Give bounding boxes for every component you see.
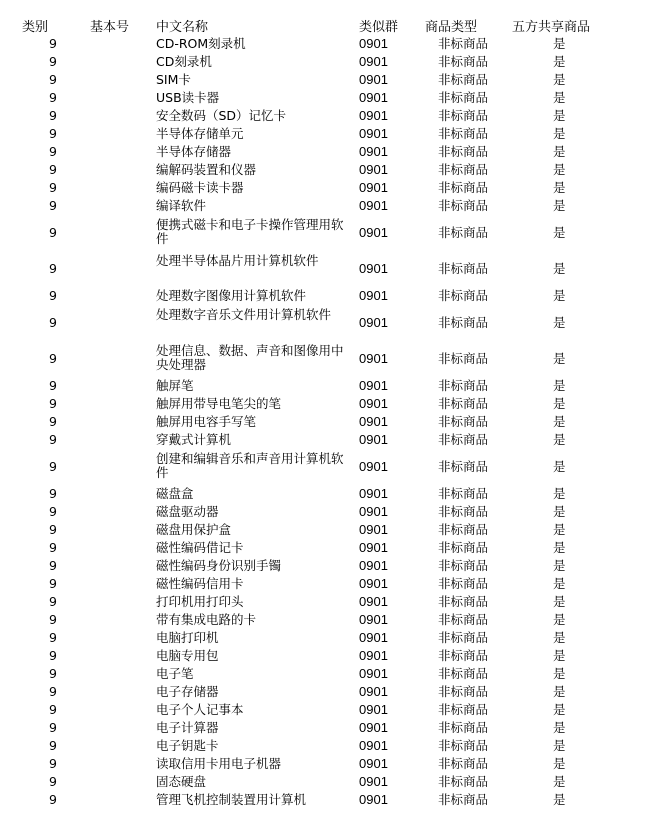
cell-similar-group: 0901 (359, 378, 388, 393)
cell-product-type: 非标商品 (438, 612, 489, 627)
cell-similar-group: 0901 (359, 738, 388, 753)
cell-similar-group: 0901 (359, 414, 388, 429)
cell-five-party-shared: 是 (553, 198, 566, 213)
cell-category: 9 (49, 225, 57, 240)
cell-category: 9 (49, 351, 57, 366)
cell-cn-name: 编码磁卡读卡器 (156, 180, 244, 195)
cell-category: 9 (49, 756, 57, 771)
cell-category: 9 (49, 576, 57, 591)
cell-five-party-shared: 是 (553, 504, 566, 519)
cell-product-type: 非标商品 (438, 504, 489, 519)
cell-cn-name: 触屏笔 (156, 378, 194, 393)
cell-product-type: 非标商品 (438, 630, 489, 645)
table-row (0, 593, 667, 611)
cell-five-party-shared: 是 (553, 72, 566, 87)
cell-cn-name: 打印机用打印头 (156, 594, 244, 609)
cell-product-type: 非标商品 (438, 414, 489, 429)
cell-cn-name: USB读卡器 (156, 90, 220, 105)
cell-five-party-shared: 是 (553, 702, 566, 717)
cell-product-type: 非标商品 (438, 288, 489, 303)
cell-cn-name: CD刻录机 (156, 54, 212, 69)
cell-similar-group: 0901 (359, 396, 388, 411)
cell-five-party-shared: 是 (553, 90, 566, 105)
cell-category: 9 (49, 288, 57, 303)
cell-five-party-shared: 是 (553, 738, 566, 753)
cell-five-party-shared: 是 (553, 558, 566, 573)
cell-product-type: 非标商品 (438, 738, 489, 753)
table-row (0, 557, 667, 575)
cell-similar-group: 0901 (359, 36, 388, 51)
cell-product-type: 非标商品 (438, 225, 489, 240)
table-row (0, 395, 667, 413)
cell-category: 9 (49, 198, 57, 213)
cell-similar-group: 0901 (359, 756, 388, 771)
header-five-party-shared: 五方共享商品 (512, 20, 591, 35)
cell-product-type: 非标商品 (438, 72, 489, 87)
cell-five-party-shared: 是 (553, 261, 566, 276)
cell-category: 9 (49, 315, 57, 330)
cell-category: 9 (49, 180, 57, 195)
cell-five-party-shared: 是 (553, 684, 566, 699)
table-row (0, 35, 667, 53)
cell-five-party-shared: 是 (553, 612, 566, 627)
cell-cn-name: 管理飞机控制装置用计算机 (156, 792, 307, 807)
cell-product-type: 非标商品 (438, 180, 489, 195)
cell-category: 9 (49, 108, 57, 123)
cell-cn-name: 磁盘盒 (156, 486, 194, 501)
cell-similar-group: 0901 (359, 684, 388, 699)
cell-category: 9 (49, 126, 57, 141)
cell-similar-group: 0901 (359, 558, 388, 573)
table-row (0, 107, 667, 125)
cell-similar-group: 0901 (359, 792, 388, 807)
cell-product-type: 非标商品 (438, 432, 489, 447)
cell-product-type: 非标商品 (438, 720, 489, 735)
cell-five-party-shared: 是 (553, 459, 566, 474)
cell-similar-group: 0901 (359, 576, 388, 591)
table-row (0, 449, 667, 485)
cell-five-party-shared: 是 (553, 540, 566, 555)
cell-five-party-shared: 是 (553, 396, 566, 411)
cell-similar-group: 0901 (359, 504, 388, 519)
cell-category: 9 (49, 414, 57, 429)
cell-cn-name: 触屏用带导电笔尖的笔 (156, 396, 282, 411)
cell-five-party-shared: 是 (553, 351, 566, 366)
cell-five-party-shared: 是 (553, 432, 566, 447)
cell-category: 9 (49, 459, 57, 474)
cell-five-party-shared: 是 (553, 630, 566, 645)
cell-product-type: 非标商品 (438, 540, 489, 555)
cell-product-type: 非标商品 (438, 378, 489, 393)
cell-similar-group: 0901 (359, 540, 388, 555)
cell-similar-group: 0901 (359, 648, 388, 663)
cell-five-party-shared: 是 (553, 576, 566, 591)
cell-five-party-shared: 是 (553, 774, 566, 789)
cell-five-party-shared: 是 (553, 315, 566, 330)
table-row (0, 755, 667, 773)
table-row (0, 539, 667, 557)
cell-cn-name: 电子计算器 (156, 720, 219, 735)
table-row (0, 629, 667, 647)
cell-category: 9 (49, 648, 57, 663)
table-row (0, 719, 667, 737)
cell-category: 9 (49, 261, 57, 276)
table-row (0, 701, 667, 719)
cell-cn-name: 电子存储器 (156, 684, 219, 699)
cell-cn-name: 电子个人记事本 (156, 702, 244, 717)
cell-category: 9 (49, 504, 57, 519)
cell-five-party-shared: 是 (553, 522, 566, 537)
cell-similar-group: 0901 (359, 162, 388, 177)
cell-product-type: 非标商品 (438, 756, 489, 771)
cell-product-type: 非标商品 (438, 774, 489, 789)
cell-product-type: 非标商品 (438, 486, 489, 501)
cell-category: 9 (49, 774, 57, 789)
cell-similar-group: 0901 (359, 720, 388, 735)
cell-product-type: 非标商品 (438, 648, 489, 663)
cell-five-party-shared: 是 (553, 162, 566, 177)
cell-category: 9 (49, 72, 57, 87)
cell-cn-name: 磁盘用保护盒 (156, 522, 232, 537)
cell-similar-group: 0901 (359, 144, 388, 159)
table-row (0, 179, 667, 197)
cell-product-type: 非标商品 (438, 351, 489, 366)
cell-cn-name: CD-ROM刻录机 (156, 36, 246, 51)
cell-five-party-shared: 是 (553, 666, 566, 681)
cell-category: 9 (49, 594, 57, 609)
cell-product-type: 非标商品 (438, 261, 489, 276)
cell-cn-name: SIM卡 (156, 72, 191, 87)
table-row (0, 683, 667, 701)
cell-category: 9 (49, 396, 57, 411)
cell-category: 9 (49, 486, 57, 501)
cell-cn-name: 处理信息、数据、声音和图像用中央处理器 (156, 343, 344, 372)
cell-product-type: 非标商品 (438, 594, 489, 609)
cell-cn-name: 半导体存储器 (156, 144, 232, 159)
table-row (0, 791, 667, 809)
table-row (0, 521, 667, 539)
cell-five-party-shared: 是 (553, 126, 566, 141)
table-row (0, 89, 667, 107)
table-row (0, 377, 667, 395)
header-category: 类别 (22, 20, 49, 35)
cell-product-type: 非标商品 (438, 459, 489, 474)
cell-product-type: 非标商品 (438, 666, 489, 681)
cell-cn-name: 便携式磁卡和电子卡操作管理用软件 (156, 217, 344, 246)
table-row (0, 575, 667, 593)
cell-five-party-shared: 是 (553, 36, 566, 51)
cell-cn-name: 处理半导体晶片用计算机软件 (156, 253, 319, 268)
cell-five-party-shared: 是 (553, 486, 566, 501)
cell-similar-group: 0901 (359, 666, 388, 681)
cell-category: 9 (49, 702, 57, 717)
cell-cn-name: 编解码装置和仪器 (156, 162, 257, 177)
cell-five-party-shared: 是 (553, 720, 566, 735)
cell-cn-name: 电脑专用包 (156, 648, 219, 663)
cell-category: 9 (49, 90, 57, 105)
header-similar-group: 类似群 (359, 20, 399, 35)
cell-cn-name: 固态硬盘 (156, 774, 207, 789)
table-row (0, 503, 667, 521)
table-row (0, 341, 667, 377)
cell-five-party-shared: 是 (553, 648, 566, 663)
cell-similar-group: 0901 (359, 774, 388, 789)
table-row (0, 71, 667, 89)
header-product-type: 商品类型 (425, 20, 478, 35)
cell-product-type: 非标商品 (438, 198, 489, 213)
cell-product-type: 非标商品 (438, 90, 489, 105)
table-row (0, 647, 667, 665)
cell-product-type: 非标商品 (438, 36, 489, 51)
cell-five-party-shared: 是 (553, 792, 566, 807)
cell-similar-group: 0901 (359, 432, 388, 447)
table-row (0, 485, 667, 503)
cell-category: 9 (49, 612, 57, 627)
cell-cn-name: 安全数码（SD）记忆卡 (156, 108, 287, 123)
cell-product-type: 非标商品 (438, 522, 489, 537)
cell-category: 9 (49, 432, 57, 447)
cell-similar-group: 0901 (359, 594, 388, 609)
table-row (0, 737, 667, 755)
cell-cn-name: 半导体存储单元 (156, 126, 244, 141)
cell-similar-group: 0901 (359, 522, 388, 537)
cell-similar-group: 0901 (359, 180, 388, 195)
cell-category: 9 (49, 720, 57, 735)
table-row (0, 161, 667, 179)
cell-cn-name: 磁性编码信用卡 (156, 576, 244, 591)
cell-product-type: 非标商品 (438, 144, 489, 159)
table-row (0, 413, 667, 431)
cell-cn-name: 电子钥匙卡 (156, 738, 219, 753)
cell-similar-group: 0901 (359, 261, 388, 276)
cell-category: 9 (49, 738, 57, 753)
cell-product-type: 非标商品 (438, 162, 489, 177)
cell-cn-name: 磁性编码身份识别手镯 (156, 558, 282, 573)
cell-product-type: 非标商品 (438, 576, 489, 591)
cell-similar-group: 0901 (359, 459, 388, 474)
cell-category: 9 (49, 558, 57, 573)
cell-cn-name: 电子笔 (156, 666, 194, 681)
cell-product-type: 非标商品 (438, 396, 489, 411)
cell-cn-name: 处理数字音乐文件用计算机软件 (156, 307, 332, 322)
cell-five-party-shared: 是 (553, 225, 566, 240)
cell-cn-name: 磁盘驱动器 (156, 504, 219, 519)
cell-product-type: 非标商品 (438, 54, 489, 69)
cell-category: 9 (49, 54, 57, 69)
cell-similar-group: 0901 (359, 54, 388, 69)
table-row (0, 773, 667, 791)
header-row (0, 16, 667, 34)
cell-cn-name: 带有集成电路的卡 (156, 612, 257, 627)
cell-similar-group: 0901 (359, 108, 388, 123)
cell-category: 9 (49, 36, 57, 51)
cell-category: 9 (49, 540, 57, 555)
cell-product-type: 非标商品 (438, 684, 489, 699)
table-row (0, 665, 667, 683)
cell-five-party-shared: 是 (553, 378, 566, 393)
cell-five-party-shared: 是 (553, 414, 566, 429)
table-row (0, 305, 667, 341)
cell-category: 9 (49, 792, 57, 807)
cell-similar-group: 0901 (359, 198, 388, 213)
cell-five-party-shared: 是 (553, 180, 566, 195)
cell-cn-name: 触屏用电容手写笔 (156, 414, 257, 429)
cell-five-party-shared: 是 (553, 756, 566, 771)
cell-similar-group: 0901 (359, 90, 388, 105)
cell-product-type: 非标商品 (438, 792, 489, 807)
cell-similar-group: 0901 (359, 351, 388, 366)
cell-five-party-shared: 是 (553, 288, 566, 303)
table-row (0, 251, 667, 287)
cell-category: 9 (49, 144, 57, 159)
cell-category: 9 (49, 684, 57, 699)
table-row (0, 197, 667, 215)
cell-cn-name: 电脑打印机 (156, 630, 219, 645)
table-row (0, 431, 667, 449)
cell-similar-group: 0901 (359, 126, 388, 141)
cell-similar-group: 0901 (359, 630, 388, 645)
cell-similar-group: 0901 (359, 288, 388, 303)
table-row (0, 611, 667, 629)
cell-similar-group: 0901 (359, 315, 388, 330)
cell-cn-name: 磁性编码借记卡 (156, 540, 244, 555)
cell-five-party-shared: 是 (553, 108, 566, 123)
cell-five-party-shared: 是 (553, 594, 566, 609)
cell-similar-group: 0901 (359, 486, 388, 501)
cell-product-type: 非标商品 (438, 702, 489, 717)
table-row (0, 287, 667, 305)
cell-five-party-shared: 是 (553, 144, 566, 159)
cell-category: 9 (49, 162, 57, 177)
cell-product-type: 非标商品 (438, 126, 489, 141)
cell-similar-group: 0901 (359, 72, 388, 87)
cell-cn-name: 处理数字图像用计算机软件 (156, 288, 307, 303)
cell-similar-group: 0901 (359, 225, 388, 240)
cell-product-type: 非标商品 (438, 108, 489, 123)
cell-category: 9 (49, 666, 57, 681)
cell-cn-name: 读取信用卡用电子机器 (156, 756, 282, 771)
cell-category: 9 (49, 378, 57, 393)
header-cn-name: 中文名称 (156, 20, 209, 35)
cell-similar-group: 0901 (359, 702, 388, 717)
cell-cn-name: 穿戴式计算机 (156, 432, 232, 447)
cell-category: 9 (49, 630, 57, 645)
cell-product-type: 非标商品 (438, 558, 489, 573)
cell-cn-name: 编译软件 (156, 198, 207, 213)
table-row (0, 125, 667, 143)
cell-category: 9 (49, 522, 57, 537)
header-base-no: 基本号 (90, 20, 130, 35)
cell-product-type: 非标商品 (438, 315, 489, 330)
table-row (0, 215, 667, 251)
table-row (0, 53, 667, 71)
table-row (0, 143, 667, 161)
cell-similar-group: 0901 (359, 612, 388, 627)
cell-five-party-shared: 是 (553, 54, 566, 69)
cell-cn-name: 创建和编辑音乐和声音用计算机软件 (156, 451, 344, 480)
